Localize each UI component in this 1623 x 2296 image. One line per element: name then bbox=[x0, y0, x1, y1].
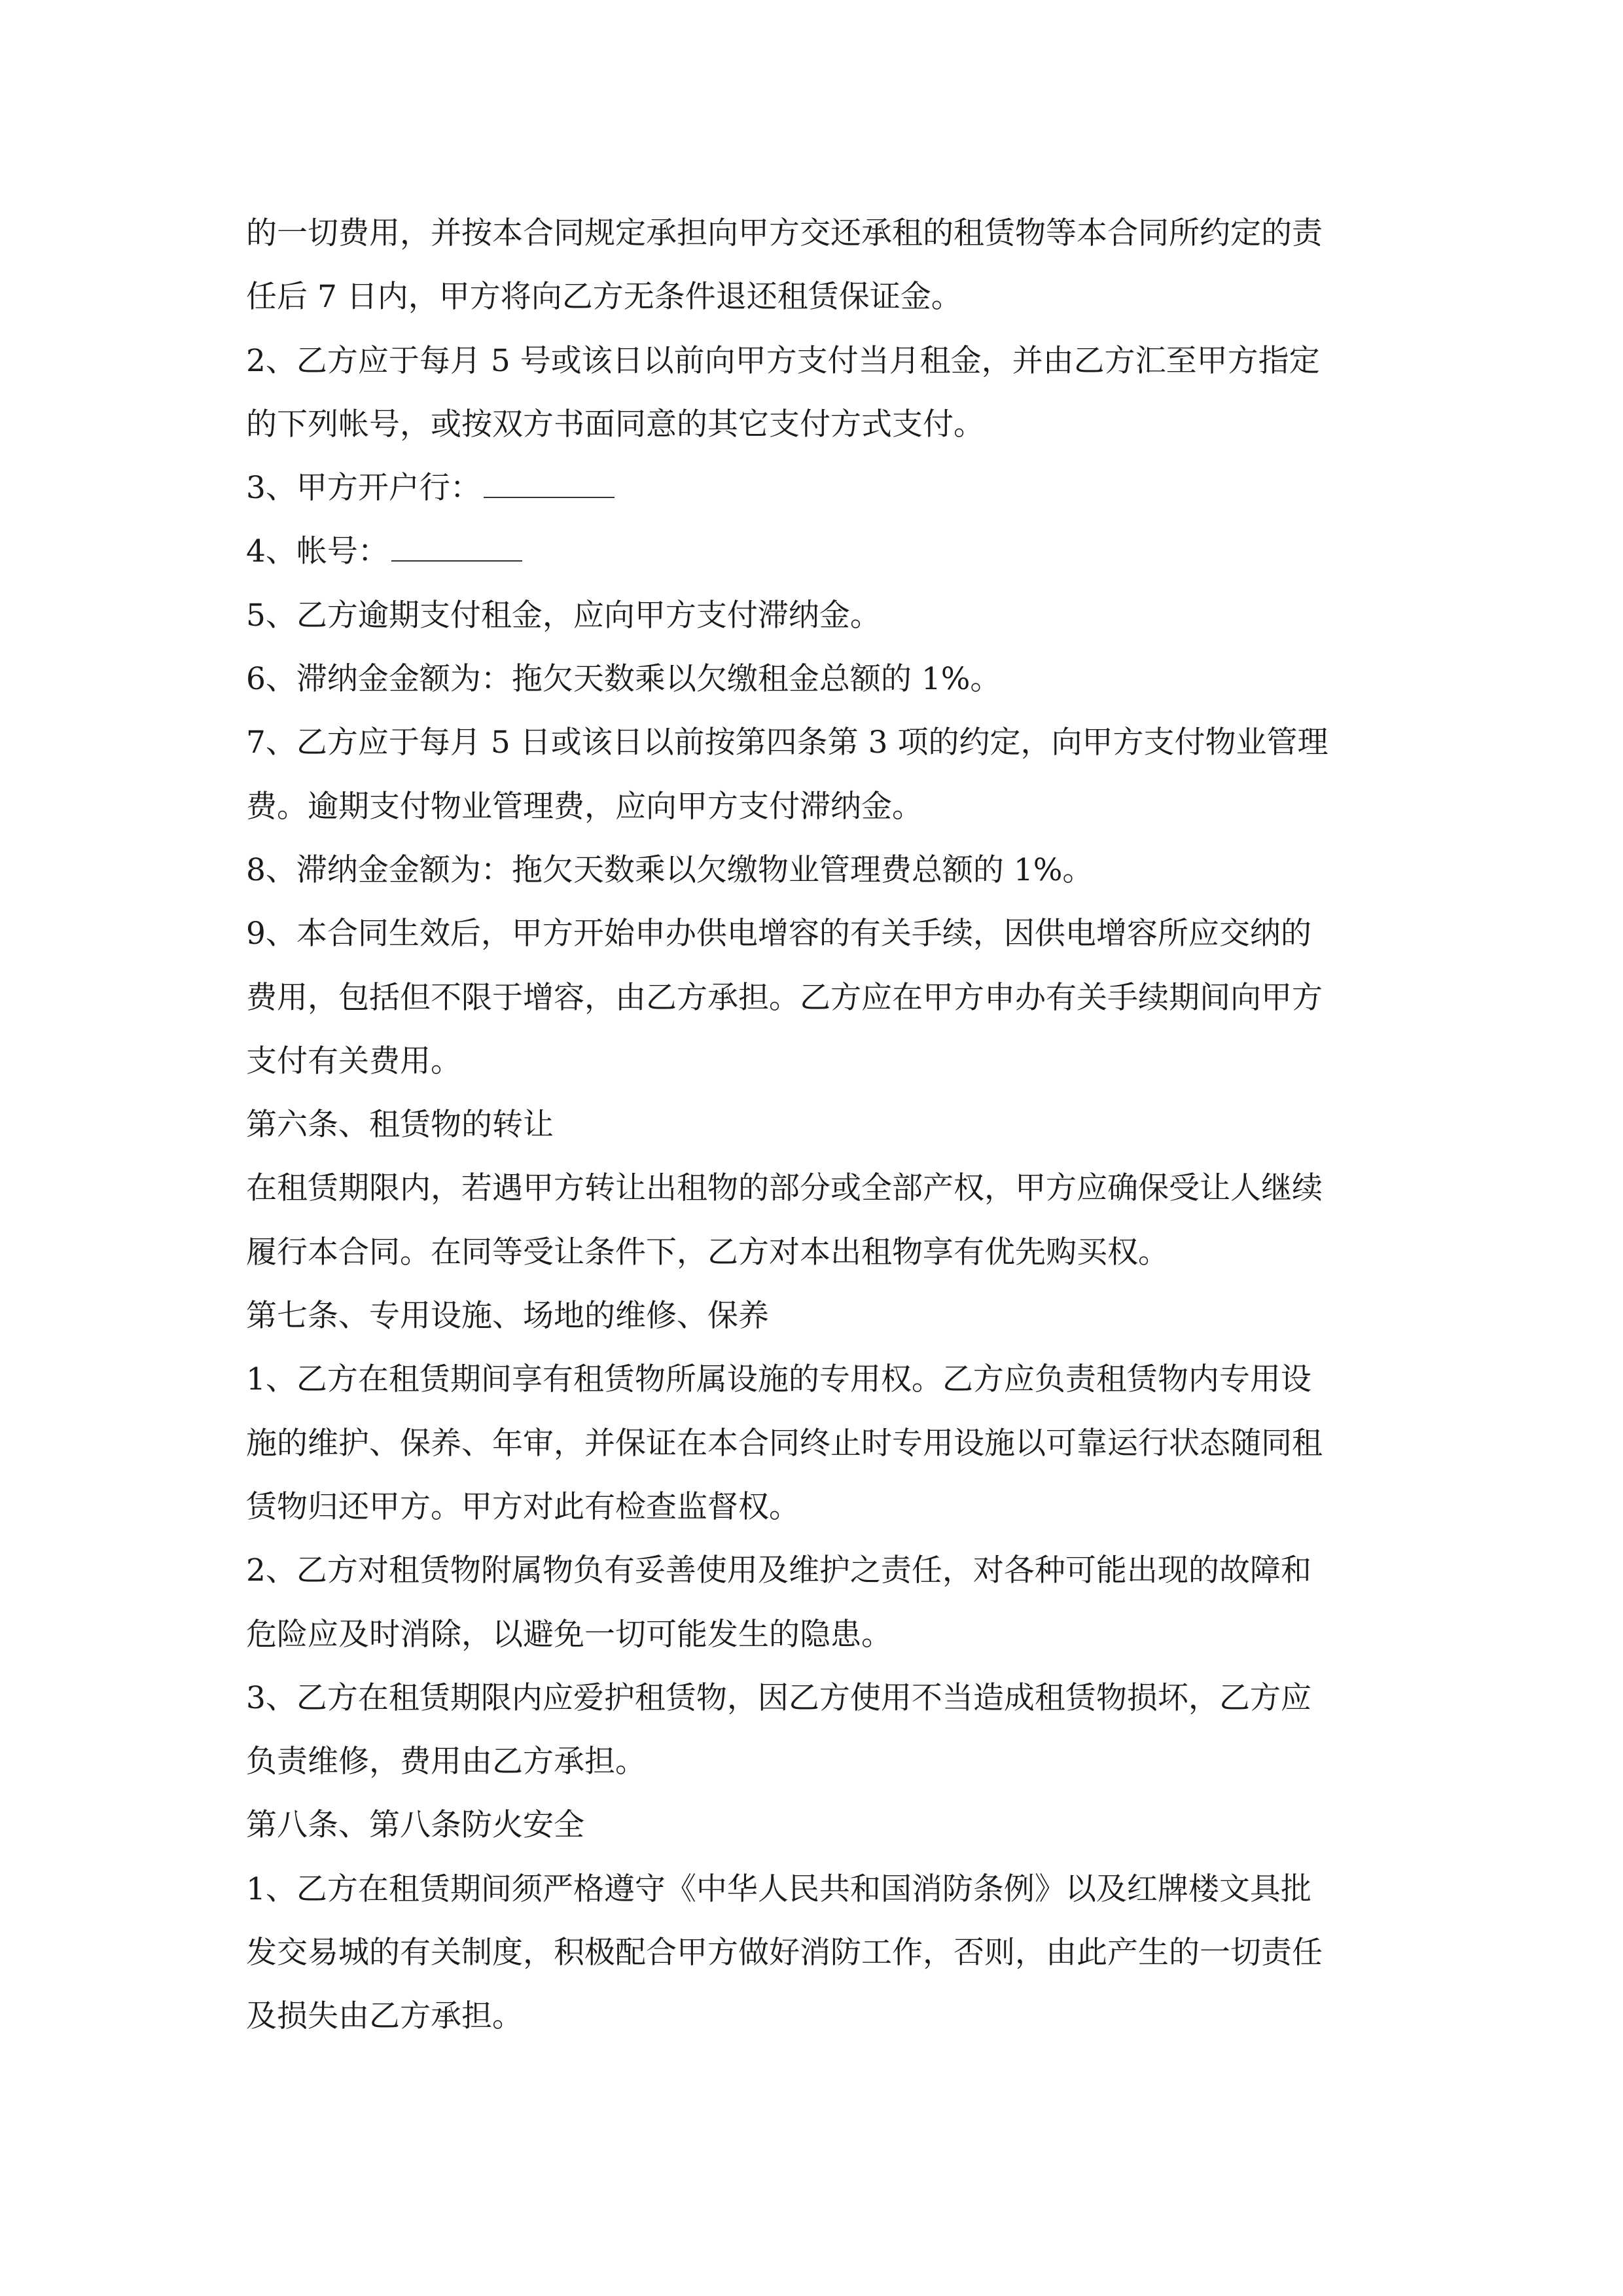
text-line: 及损失由乙方承担。 bbox=[246, 1998, 523, 2035]
text-line: 1、乙方在租赁期间须严格遵守《中华人民共和国消防条例》以及红牌楼文具批 bbox=[246, 1871, 1311, 1907]
account-blank-field bbox=[391, 529, 522, 562]
text-line: 支付有关费用。 bbox=[246, 1043, 461, 1079]
text-line: 的一切费用，并按本合同规定承担向甲方交还承租的租赁物等本合同所约定的责 bbox=[246, 215, 1323, 251]
text-line: 履行本合同。在同等受让条件下，乙方对本出租物享有优先购买权。 bbox=[246, 1234, 1169, 1270]
text-line: 费。逾期支付物业管理费，应向甲方支付滞纳金。 bbox=[246, 788, 923, 825]
text-line: 3、乙方在租赁期限内应爱护租赁物，因乙方使用不当造成租赁物损坏，乙方应 bbox=[246, 1679, 1311, 1716]
section-heading: 第六条、租赁物的转让 bbox=[246, 1107, 554, 1143]
bank-blank-field bbox=[484, 465, 615, 498]
text-line: 赁物归还甲方。甲方对此有检查监督权。 bbox=[246, 1488, 800, 1525]
text-line: 危险应及时消除，以避免一切可能发生的隐患。 bbox=[246, 1616, 892, 1653]
text-line: 6、滞纳金金额为：拖欠天数乘以欠缴租金总额的 1%。 bbox=[246, 661, 1001, 698]
text-line: 发交易城的有关制度，积极配合甲方做好消防工作，否则，由此产生的一切责任 bbox=[246, 1935, 1323, 1971]
text-line: 2、乙方应于每月 5 号或该日以前向甲方支付当月租金，并由乙方汇至甲方指定 bbox=[246, 342, 1320, 379]
text-line: 1、乙方在租赁期间享有租赁物所属设施的专用权。乙方应负责租赁物内专用设 bbox=[246, 1361, 1311, 1398]
account-line bbox=[246, 520, 1378, 583]
document-page bbox=[246, 202, 1378, 2049]
account-label: 4、帐号： bbox=[246, 533, 389, 570]
text-line: 8、滞纳金金额为：拖欠天数乘以欠缴物业管理费总额的 1%。 bbox=[246, 852, 1094, 888]
text-line: 5、乙方逾期支付租金，应向甲方支付滞纳金。 bbox=[246, 597, 881, 634]
text-line: 任后 7 日内，甲方将向乙方无条件退还租赁保证金。 bbox=[246, 279, 962, 315]
text-line: 施的维护、保养、年审，并保证在本合同终止时专用设施以可靠运行状态随同租 bbox=[246, 1425, 1323, 1462]
bank-label: 3、甲方开户行： bbox=[246, 470, 481, 507]
section-heading: 第七条、专用设施、场地的维修、保养 bbox=[246, 1298, 769, 1335]
text-line: 2、乙方对租赁物附属物负有妥善使用及维护之责任，对各种可能出现的故障和 bbox=[246, 1552, 1311, 1589]
text-line: 在租赁期限内，若遇甲方转让出租物的部分或全部产权，甲方应确保受让人继续 bbox=[246, 1170, 1323, 1207]
text-line: 的下列帐号，或按双方书面同意的其它支付方式支付。 bbox=[246, 406, 984, 442]
text-line: 费用，包括但不限于增容，由乙方承担。乙方应在甲方申办有关手续期间向甲方 bbox=[246, 979, 1323, 1016]
text-line: 负责维修，费用由乙方承担。 bbox=[246, 1744, 646, 1780]
section-heading: 第八条、第八条防火安全 bbox=[246, 1807, 584, 1844]
text-line: 7、乙方应于每月 5 日或该日以前按第四条第 3 项的约定，向甲方支付物业管理 bbox=[246, 725, 1329, 761]
text-line: 9、本合同生效后，甲方开始申办供电增容的有关手续，因供电增容所应交纳的 bbox=[246, 916, 1311, 952]
bank-line bbox=[246, 456, 1378, 520]
